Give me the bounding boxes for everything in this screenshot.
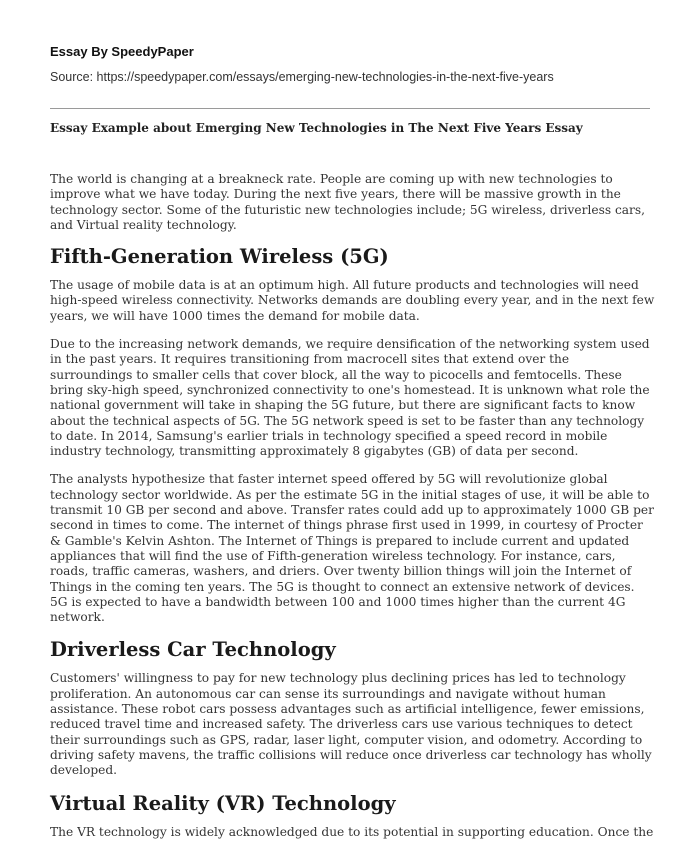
essay-title: Essay Example about Emerging New Technologies in The Next Five Years Essay	[50, 121, 583, 135]
paragraph: The VR technology is widely acknowledged due to its potential in supporting education. Once the	[50, 824, 654, 839]
paragraph: Customers' willingness to pay for new technology plus declining prices has led to technology proliferation. An autonomous car can sense its surroundings and navigate without human assistance. These robot cars possess advantages such as artificial intelligence, fewer emissions, reduced travel time and increased safety. The driverless cars use various techniques to detect their surroundings such as GPS, radar, laser light, computer vision, and odometry. According to driving safety mavens, the traffic collisions will reduce once driverless car technology has wholly developed.	[50, 671, 652, 778]
paragraph: Due to the increasing network demands, we require densification of the networking system used in the past years. It requires transitioning from macrocell sites that extend over the surroundings to smaller cells that cover block, all the way to picocells and femtocells. These bring sky-high speed, synchronized connectivity to one's homestead. It is unknown what role the national government will take in shaping the 5G future, but there are significant facts to know about the technical aspects of 5G. The 5G network speed is set to be faster than any technology to date. In 2014, Samsung's earlier trials in technology specified a speed record in mobile industry technology, transmitting approximately 8 gigabytes (GB) of data per second.	[50, 337, 650, 459]
header-divider	[50, 108, 650, 109]
brand-line: Essay By SpeedyPaper	[50, 44, 194, 59]
intro-paragraph: The world is changing at a breakneck rate. People are coming up with new technologies to improve what we have today. During the next five years, there will be massive growth in the technology sector. Some of the futuristic new technologies include; 5G wireless, driverless cars, and Virtual reality technology.	[50, 172, 646, 232]
section-heading-5g: Fifth-Generation Wireless (5G)	[50, 245, 389, 269]
essay-body	[50, 172, 655, 850]
paragraph: The analysts hypothesize that faster internet speed offered by 5G will revolutionize global technology sector worldwide. As per the estimate 5G in the initial stages of use, it will be able to transmit 10 GB per second and above. Transfer rates could add up to approximately 1000 GB per second in times to come. The internet of things phrase first used in 1999, in courtesy of Procter & Gamble's Kelvin Ashton. The Internet of Things is prepared to include current and updated appliances that will find the use of Fifth-generation wireless technology. For instance, cars, roads, traffic cameras, washers, and driers. Over twenty billion things will join the Internet of Things in the coming ten years. The 5G is thought to connect an extensive network of devices. 5G is expected to have a bandwidth between 100 and 1000 times higher than the current 4G network.	[50, 472, 654, 625]
paragraph: The usage of mobile data is at an optimum high. All future products and technologies will need high-speed wireless connectivity. Networks demands are doubling every year, and in the next few years, we will have 1000 times the demand for mobile data.	[50, 278, 655, 323]
section-heading-vr: Virtual Reality (VR) Technology	[50, 791, 396, 815]
section-heading-driverless: Driverless Car Technology	[50, 638, 336, 662]
source-line: Source: https://speedypaper.com/essays/emerging-new-technologies-in-the-next-five-years	[50, 70, 554, 84]
